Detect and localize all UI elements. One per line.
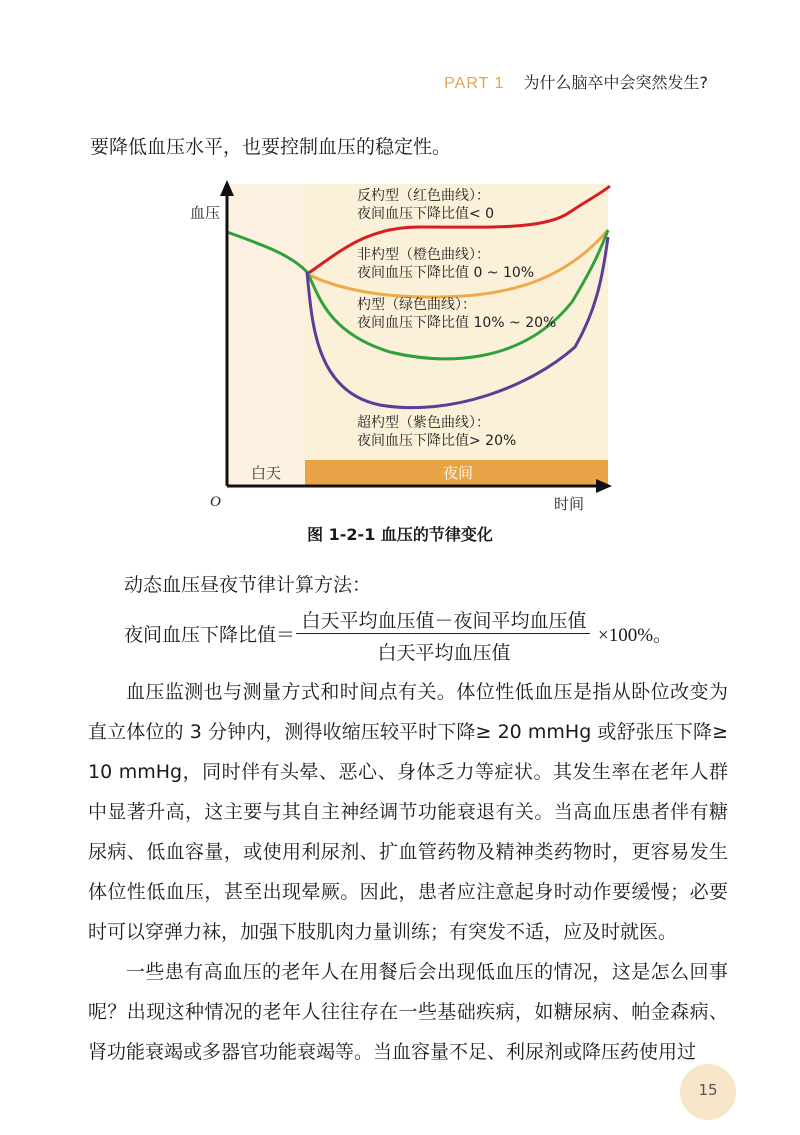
figure-caption: 图 1-2-1 血压的节律变化 [307, 525, 493, 544]
running-header [444, 70, 708, 93]
annotation-red-range: 夜间血压下降比值< 0 [357, 206, 495, 222]
body-text [88, 672, 728, 1072]
paragraph-orthostatic-hypotension: 血压监测也与测量方式和时间点有关。体位性低血压是指从卧位改变为直立体位的 3 分钟内，测得收缩压较平时下降≥ 20 mmHg 或舒张压下降≥ 10 mmHg，同时伴有头晕、恶心、身体乏力等症状。其发生率在老年人群中显著升高，这主要与其自主神经调节功能衰退有关。当高血压患者伴有糖尿病、低血容量，或使用利尿剂、扩血管药物及精神类药物时，更容易发生体位性低血压，甚至出现晕厥。因此，患者应注意起身时动作要缓慢；必要时可以穿弹力袜，加强下肢肌肉力量训练；有突发不适，应及时就医。 [88, 681, 728, 943]
part-label: PART 1 [444, 75, 505, 92]
chapter-title: 为什么脑卒中会突然发生? [523, 73, 708, 92]
annotation-orange-type: 非杓型（橙色曲线）： [357, 247, 490, 263]
x-axis-label: 时间 [554, 495, 585, 513]
paragraph-postprandial-hypotension: 一些患有高血压的老年人在用餐后会出现低血压的情况，这是怎么回事呢？出现这种情况的老年人往往存在一些基础疾病，如糖尿病、帕金森病、肾功能衰竭或多器官功能衰竭等。当血容量不足、利尿剂或降压药使用过 [88, 961, 728, 1063]
annotation-orange-range: 夜间血压下降比值 0 ~ 10% [357, 265, 535, 281]
day-label: 白天 [250, 464, 282, 482]
formula-numerator: 白天平均血压值－夜间平均血压值 [301, 610, 587, 632]
annotation-red-type: 反杓型（红色曲线）： [357, 188, 490, 204]
night-label: 夜间 [442, 464, 474, 482]
y-axis-label: 血压 [190, 204, 221, 222]
annotation-purple-type: 超杓型（紫色曲线）： [357, 415, 490, 431]
page-number: 15 [680, 1064, 736, 1120]
formula-suffix: ×100%。 [598, 625, 673, 646]
method-label: 动态血压昼夜节律计算方法： [124, 574, 372, 596]
fraction-bar [296, 633, 590, 634]
formula-denominator: 白天平均血压值 [377, 642, 511, 664]
blood-pressure-rhythm-chart [190, 172, 630, 517]
annotation-green-range: 夜间血压下降比值 10% ~ 20% [357, 315, 557, 331]
intro-paragraph: 要降低血压水平，也要控制血压的稳定性。 [90, 136, 452, 158]
day-region [227, 184, 305, 486]
annotation-purple-range: 夜间血压下降比值> 20% [357, 433, 517, 449]
annotation-green-type: 杓型（绿色曲线）： [357, 297, 476, 313]
origin-label: O [210, 494, 221, 510]
formula-label: 夜间血压下降比值＝ [124, 624, 296, 646]
